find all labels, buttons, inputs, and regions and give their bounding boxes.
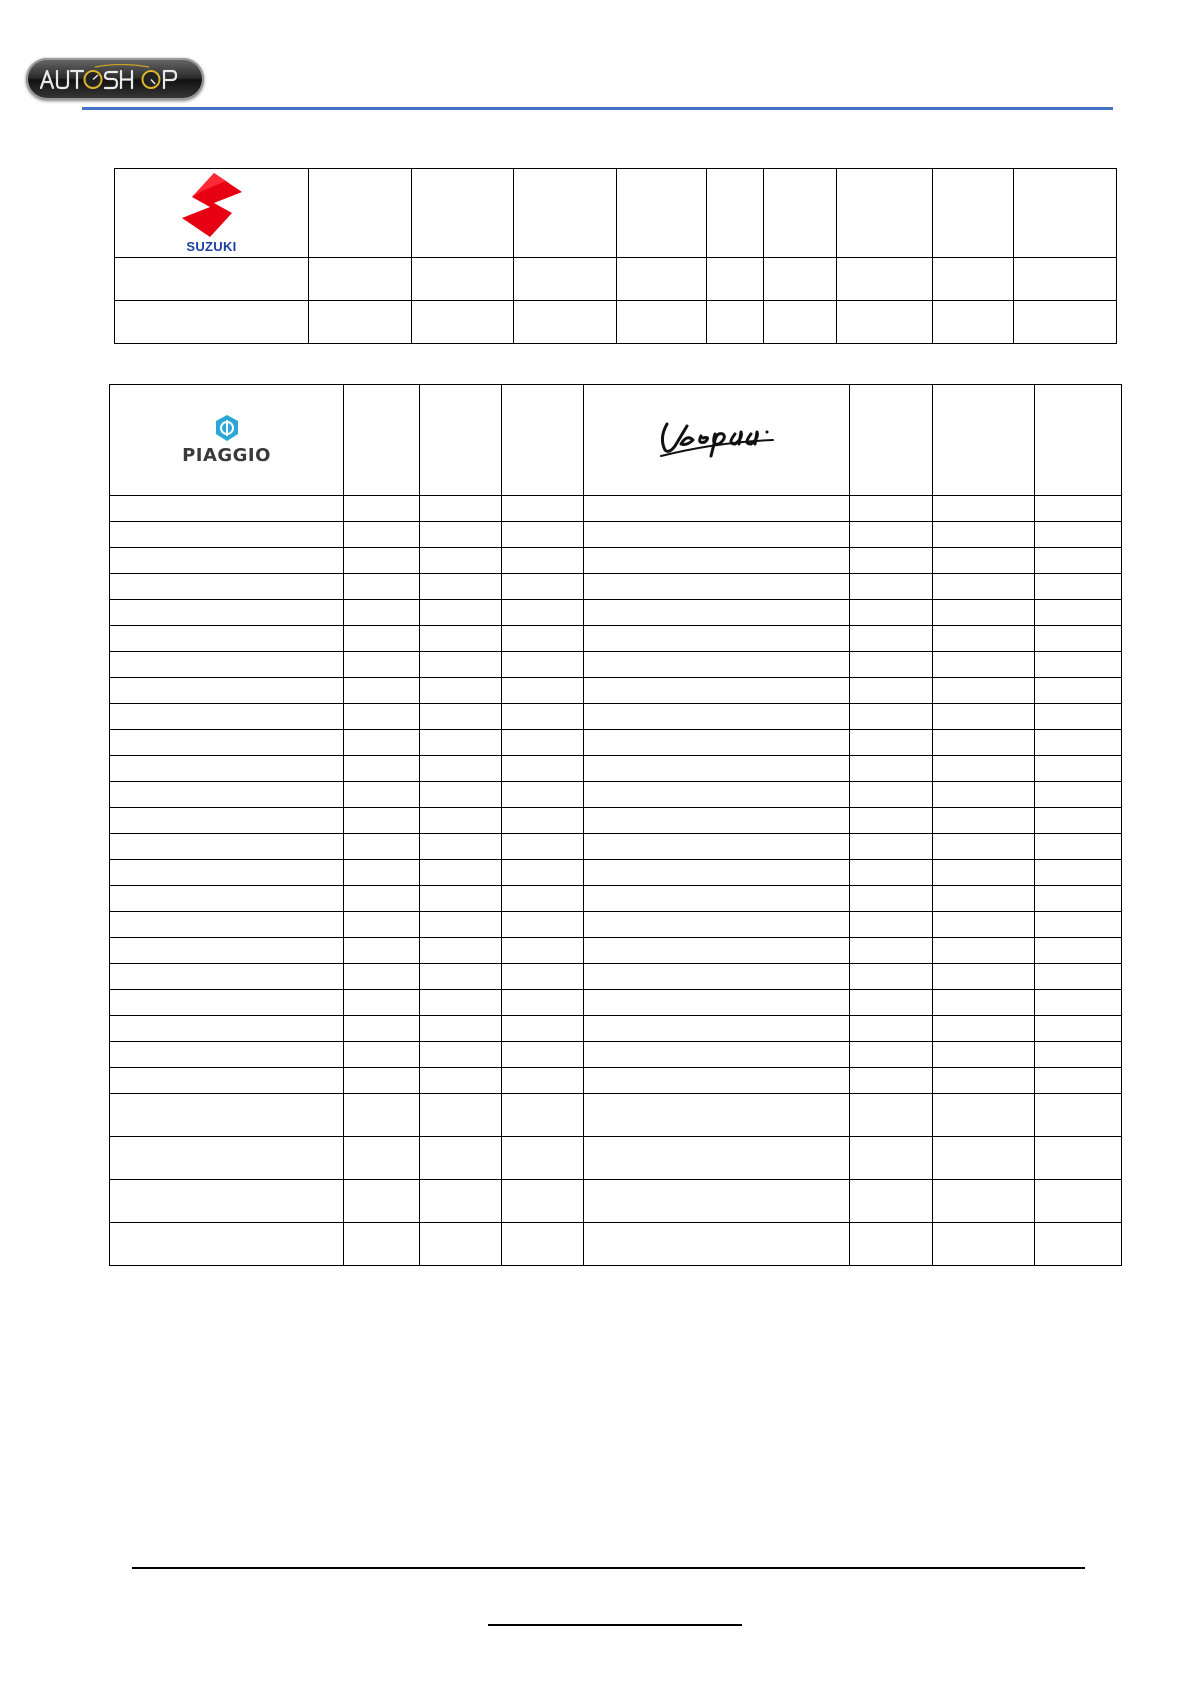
- table-cell: [933, 678, 1035, 704]
- table-cell: [933, 652, 1035, 678]
- table-cell: [344, 990, 420, 1016]
- table-cell: [420, 626, 502, 652]
- table-cell: [933, 385, 1035, 496]
- table-row: [110, 730, 1122, 756]
- table-cell: [502, 626, 584, 652]
- table-cell: [933, 886, 1035, 912]
- table-cell: [110, 626, 344, 652]
- table-cell: [584, 1137, 850, 1180]
- table-cell: [850, 548, 933, 574]
- table-cell: [1035, 600, 1122, 626]
- table-cell: [110, 730, 344, 756]
- table-cell: [420, 782, 502, 808]
- table-cell: [420, 1094, 502, 1137]
- table-cell: [584, 626, 850, 652]
- table-cell: [584, 678, 850, 704]
- table-cell: [344, 548, 420, 574]
- table-cell: [837, 169, 933, 258]
- table-row: [110, 964, 1122, 990]
- table-cell: [502, 730, 584, 756]
- table-cell: [1035, 912, 1122, 938]
- table-cell: [1035, 385, 1122, 496]
- table-cell: [584, 652, 850, 678]
- table-cell: [933, 938, 1035, 964]
- table-cell: [344, 808, 420, 834]
- table-cell: [850, 600, 933, 626]
- table-cell: [420, 886, 502, 912]
- table-cell: [110, 834, 344, 860]
- table-cell: [420, 678, 502, 704]
- table-cell: [850, 808, 933, 834]
- table-cell: [933, 548, 1035, 574]
- table-cell: [502, 1137, 584, 1180]
- table-cell: [584, 1068, 850, 1094]
- table-row: [110, 600, 1122, 626]
- table-cell: [584, 1180, 850, 1223]
- table-row: [110, 1137, 1122, 1180]
- table-cell: [502, 912, 584, 938]
- table-cell: [502, 886, 584, 912]
- table-cell: [502, 860, 584, 886]
- table-cell: [850, 886, 933, 912]
- table-cell: [110, 886, 344, 912]
- table-cell: [420, 860, 502, 886]
- table-row: [110, 678, 1122, 704]
- table-cell: [584, 990, 850, 1016]
- table-cell: [110, 1068, 344, 1094]
- table-cell: [344, 912, 420, 938]
- table-cell: [344, 964, 420, 990]
- suzuki-s-icon: [180, 173, 244, 237]
- table-cell: [502, 1180, 584, 1223]
- table-cell: [344, 652, 420, 678]
- table-cell: [933, 600, 1035, 626]
- table-cell: [502, 678, 584, 704]
- table-cell: [584, 522, 850, 548]
- header-rule: [82, 107, 1113, 110]
- table-row: [110, 522, 1122, 548]
- table-cell: [584, 1223, 850, 1266]
- table-cell: [584, 964, 850, 990]
- table-cell: [110, 782, 344, 808]
- table-cell: [344, 626, 420, 652]
- table-cell: [933, 860, 1035, 886]
- table-cell: [502, 782, 584, 808]
- table-cell: [110, 912, 344, 938]
- table-cell: [344, 886, 420, 912]
- table-cell: [110, 522, 344, 548]
- table-row: [110, 886, 1122, 912]
- table-cell: [344, 496, 420, 522]
- table-row: [110, 860, 1122, 886]
- suzuki-logo: [180, 173, 244, 253]
- table-cell: [344, 1223, 420, 1266]
- table-row: [110, 704, 1122, 730]
- table-cell: [502, 652, 584, 678]
- table-cell: [344, 600, 420, 626]
- table-cell: [502, 600, 584, 626]
- table-cell: [502, 1223, 584, 1266]
- table-cell: [344, 1180, 420, 1223]
- suzuki-wordmark: SUZUKI: [186, 238, 237, 254]
- table-cell: [1035, 1094, 1122, 1137]
- table-cell: [420, 834, 502, 860]
- table-cell: [1035, 756, 1122, 782]
- table-cell: [110, 1223, 344, 1266]
- table-cell: [502, 834, 584, 860]
- table-cell: [110, 496, 344, 522]
- table-cell: [420, 1042, 502, 1068]
- table-cell: [1035, 964, 1122, 990]
- table-cell: [1035, 1016, 1122, 1042]
- table-row: [115, 258, 1117, 301]
- table-cell: [584, 756, 850, 782]
- table-cell: [110, 678, 344, 704]
- table-cell: [110, 1016, 344, 1042]
- table-cell: [850, 1137, 933, 1180]
- table-cell: [344, 385, 420, 496]
- table-cell: [344, 938, 420, 964]
- table-cell: [110, 990, 344, 1016]
- table-cell: [933, 626, 1035, 652]
- table-cell: [850, 938, 933, 964]
- vespa-logo: [657, 416, 777, 462]
- table-cell: [110, 808, 344, 834]
- table-cell: [933, 1180, 1035, 1223]
- table-cell: [1035, 548, 1122, 574]
- piaggio-shield-icon: [214, 414, 240, 442]
- table-cell: [933, 704, 1035, 730]
- table-cell: [1035, 1137, 1122, 1180]
- table-cell: [584, 782, 850, 808]
- table-row: [110, 990, 1122, 1016]
- table-row: [110, 1094, 1122, 1137]
- table-cell: [850, 782, 933, 808]
- table-cell: [110, 964, 344, 990]
- table-cell: [344, 834, 420, 860]
- table-cell: [420, 1016, 502, 1042]
- table-cell: [502, 1068, 584, 1094]
- table-cell: [110, 600, 344, 626]
- table-cell: [1035, 1180, 1122, 1223]
- table-cell: [110, 652, 344, 678]
- table-cell: [617, 169, 707, 258]
- table-cell: [850, 522, 933, 548]
- table-cell: [1014, 169, 1117, 258]
- table-row: [110, 574, 1122, 600]
- table-cell: [1035, 834, 1122, 860]
- table-cell: [933, 1042, 1035, 1068]
- table-cell: [110, 756, 344, 782]
- table-cell: [933, 169, 1014, 258]
- table-cell: [1035, 574, 1122, 600]
- table-cell: [707, 169, 764, 258]
- table-cell: [1035, 782, 1122, 808]
- table-cell: [344, 730, 420, 756]
- table-cell: [933, 964, 1035, 990]
- table-cell: [584, 1042, 850, 1068]
- table-cell: [1035, 704, 1122, 730]
- table-cell: [110, 860, 344, 886]
- table-cell: [502, 1094, 584, 1137]
- table-cell: [420, 704, 502, 730]
- table-cell: [344, 574, 420, 600]
- table-cell: [502, 1042, 584, 1068]
- table-cell: [344, 678, 420, 704]
- table-cell: [1035, 1042, 1122, 1068]
- table-cell: [420, 1068, 502, 1094]
- table-cell: [110, 704, 344, 730]
- table-row: [110, 782, 1122, 808]
- table-cell: [110, 938, 344, 964]
- table-cell: [584, 860, 850, 886]
- table-cell: [1035, 496, 1122, 522]
- piaggio-logo-cell: [110, 385, 344, 496]
- table-cell: [344, 1094, 420, 1137]
- vespa-logo-cell: [584, 385, 850, 496]
- table-cell: [850, 860, 933, 886]
- table-cell: [514, 169, 617, 258]
- table-cell: [850, 1223, 933, 1266]
- table-cell: [584, 834, 850, 860]
- table-cell: [420, 548, 502, 574]
- table-cell: [502, 756, 584, 782]
- table-cell: [420, 1180, 502, 1223]
- table-cell: [933, 496, 1035, 522]
- table-row: [110, 938, 1122, 964]
- table-cell: [933, 1016, 1035, 1042]
- table-cell: [850, 912, 933, 938]
- table-cell: [933, 990, 1035, 1016]
- table-row: [110, 1223, 1122, 1266]
- table-cell: [933, 808, 1035, 834]
- table-cell: [110, 1042, 344, 1068]
- table-cell: [420, 385, 502, 496]
- table-cell: [344, 782, 420, 808]
- table-cell: [502, 574, 584, 600]
- table-cell: [584, 808, 850, 834]
- table-cell: [309, 169, 412, 258]
- table-cell: [850, 496, 933, 522]
- table-cell: [850, 964, 933, 990]
- table-cell: [420, 1137, 502, 1180]
- table-cell: [584, 1016, 850, 1042]
- table-cell: [502, 385, 584, 496]
- table-cell: [584, 938, 850, 964]
- table-cell: [1035, 522, 1122, 548]
- table-cell: [420, 756, 502, 782]
- table-cell: [1035, 886, 1122, 912]
- table-cell: [584, 886, 850, 912]
- table-cell: [110, 1180, 344, 1223]
- table-cell: [344, 1068, 420, 1094]
- table-cell: [933, 1137, 1035, 1180]
- table-cell: [584, 548, 850, 574]
- table-cell: [110, 574, 344, 600]
- table-cell: [502, 1016, 584, 1042]
- table-row: [110, 626, 1122, 652]
- table-cell: [502, 938, 584, 964]
- table-cell: [933, 1223, 1035, 1266]
- table-cell: [1035, 938, 1122, 964]
- table-cell: [1035, 652, 1122, 678]
- suzuki-table: [114, 168, 1117, 344]
- table-cell: [850, 626, 933, 652]
- table-cell: [850, 1094, 933, 1137]
- table-cell: [344, 860, 420, 886]
- auto-shop-logo: [26, 58, 204, 100]
- footer-underline: [488, 1624, 742, 1626]
- table-cell: [502, 548, 584, 574]
- table-cell: [850, 756, 933, 782]
- table-cell: [1035, 860, 1122, 886]
- table-cell: [1035, 808, 1122, 834]
- table-cell: [1035, 990, 1122, 1016]
- table-cell: [850, 1180, 933, 1223]
- table-cell: [344, 756, 420, 782]
- table-cell: [933, 522, 1035, 548]
- table-cell: [412, 169, 514, 258]
- table-cell: [1035, 1223, 1122, 1266]
- table-cell: [420, 990, 502, 1016]
- table-row: [110, 548, 1122, 574]
- table-cell: [344, 522, 420, 548]
- table-cell: [110, 1094, 344, 1137]
- table-row: [110, 652, 1122, 678]
- table-cell: [1035, 730, 1122, 756]
- auto-shop-logo-icon: [33, 64, 197, 94]
- table-row: [110, 756, 1122, 782]
- table-cell: [420, 574, 502, 600]
- table-cell: [933, 1094, 1035, 1137]
- suzuki-logo-cell: [115, 169, 309, 258]
- table-cell: [584, 600, 850, 626]
- table-cell: [584, 496, 850, 522]
- table-cell: [502, 704, 584, 730]
- table-cell: [344, 1016, 420, 1042]
- table-cell: [850, 730, 933, 756]
- piaggio-table: [109, 384, 1122, 1266]
- table-cell: [420, 496, 502, 522]
- table-cell: [584, 912, 850, 938]
- table-cell: [502, 522, 584, 548]
- table-cell: [850, 834, 933, 860]
- table-cell: [420, 730, 502, 756]
- table-cell: [584, 704, 850, 730]
- piaggio-logo: [110, 414, 343, 466]
- table-cell: [344, 704, 420, 730]
- table-cell: [420, 522, 502, 548]
- table-row: [110, 834, 1122, 860]
- piaggio-wordmark: PIAGGIO: [182, 445, 271, 466]
- table-cell: [584, 730, 850, 756]
- table-cell: [502, 808, 584, 834]
- table-cell: [1035, 678, 1122, 704]
- table-cell: [110, 548, 344, 574]
- table-cell: [850, 990, 933, 1016]
- table-cell: [420, 808, 502, 834]
- table-cell: [1035, 626, 1122, 652]
- table-cell: [933, 834, 1035, 860]
- table-cell: [933, 756, 1035, 782]
- table-cell: [502, 990, 584, 1016]
- table-cell: [764, 169, 837, 258]
- table-row: [110, 912, 1122, 938]
- table-cell: [850, 652, 933, 678]
- table-row: [110, 1180, 1122, 1223]
- table-cell: [420, 600, 502, 626]
- table-row: [110, 496, 1122, 522]
- table-cell: [420, 1223, 502, 1266]
- table-cell: [850, 1016, 933, 1042]
- table-cell: [933, 782, 1035, 808]
- table-cell: [850, 678, 933, 704]
- table-cell: [502, 964, 584, 990]
- table-cell: [420, 912, 502, 938]
- table-cell: [933, 912, 1035, 938]
- table-cell: [344, 1042, 420, 1068]
- table-cell: [420, 964, 502, 990]
- table-cell: [420, 938, 502, 964]
- table-cell: [110, 1137, 344, 1180]
- table-cell: [933, 1068, 1035, 1094]
- table-row: [110, 808, 1122, 834]
- table-row: [115, 301, 1117, 344]
- table-cell: [502, 496, 584, 522]
- table-cell: [344, 1137, 420, 1180]
- table-cell: [584, 574, 850, 600]
- table-cell: [584, 1094, 850, 1137]
- table-cell: [1035, 1068, 1122, 1094]
- table-cell: [850, 1068, 933, 1094]
- table-cell: [420, 652, 502, 678]
- table-row: [110, 1042, 1122, 1068]
- table-cell: [850, 1042, 933, 1068]
- table-row: [110, 1068, 1122, 1094]
- table-cell: [850, 385, 933, 496]
- table-cell: [850, 704, 933, 730]
- table-row: [110, 1016, 1122, 1042]
- table-cell: [933, 730, 1035, 756]
- footer-rule: [132, 1567, 1085, 1569]
- table-cell: [850, 574, 933, 600]
- table-cell: [933, 574, 1035, 600]
